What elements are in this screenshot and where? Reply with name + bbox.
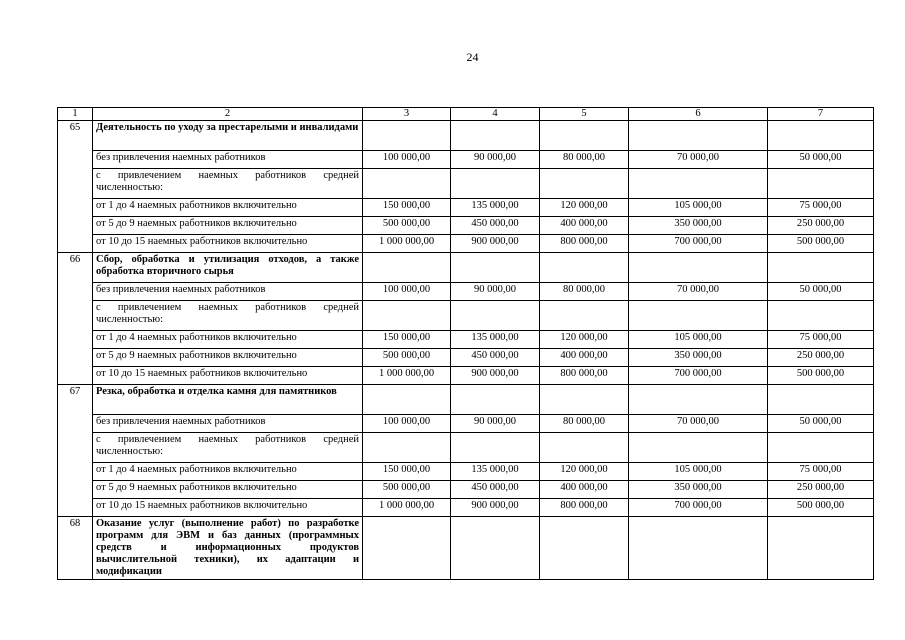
row-label: от 1 до 4 наемных работников включительно	[93, 463, 363, 481]
section-title-row	[58, 385, 874, 415]
empty-cell	[451, 121, 540, 151]
empty-cell	[540, 121, 629, 151]
value-cell: 105 000,00	[629, 199, 768, 217]
table-row	[58, 499, 874, 517]
table-row	[58, 463, 874, 481]
value-cell: 135 000,00	[451, 463, 540, 481]
value-cell: 150 000,00	[363, 463, 451, 481]
value-cell: 350 000,00	[629, 349, 768, 367]
value-cell: 150 000,00	[363, 331, 451, 349]
value-cell: 500 000,00	[768, 367, 874, 385]
row-label: от 5 до 9 наемных работников включительно	[93, 217, 363, 235]
value-cell	[363, 169, 451, 199]
table-row	[58, 199, 874, 217]
value-cell: 350 000,00	[629, 481, 768, 499]
value-cell: 1 000 000,00	[363, 499, 451, 517]
value-cell: 400 000,00	[540, 349, 629, 367]
value-cell	[363, 433, 451, 463]
empty-cell	[363, 121, 451, 151]
value-cell	[363, 301, 451, 331]
column-header-row	[58, 108, 874, 121]
value-cell: 120 000,00	[540, 199, 629, 217]
value-cell	[768, 301, 874, 331]
section-title: Резка, обработка и отделка камня для памятников	[93, 385, 363, 415]
section-title-row	[58, 121, 874, 151]
value-cell: 250 000,00	[768, 217, 874, 235]
column-header: 7	[768, 108, 874, 121]
row-label: от 10 до 15 наемных работников включительно	[93, 235, 363, 253]
empty-cell	[629, 517, 768, 580]
empty-cell	[363, 517, 451, 580]
value-cell: 135 000,00	[451, 331, 540, 349]
value-cell: 500 000,00	[363, 481, 451, 499]
column-header: 2	[93, 108, 363, 121]
row-label: без привлечения наемных работников	[93, 283, 363, 301]
value-cell: 700 000,00	[629, 235, 768, 253]
empty-cell	[540, 517, 629, 580]
value-cell	[540, 301, 629, 331]
row-label: без привлечения наемных работников	[93, 415, 363, 433]
value-cell: 800 000,00	[540, 235, 629, 253]
value-cell: 70 000,00	[629, 151, 768, 169]
value-cell	[629, 301, 768, 331]
empty-cell	[768, 517, 874, 580]
value-cell	[540, 169, 629, 199]
column-header: 6	[629, 108, 768, 121]
row-label: от 10 до 15 наемных работников включительно	[93, 499, 363, 517]
value-cell: 100 000,00	[363, 283, 451, 301]
value-cell: 500 000,00	[363, 217, 451, 235]
value-cell	[451, 169, 540, 199]
value-cell: 150 000,00	[363, 199, 451, 217]
value-cell: 900 000,00	[451, 499, 540, 517]
value-cell: 900 000,00	[451, 235, 540, 253]
column-header: 3	[363, 108, 451, 121]
value-cell: 50 000,00	[768, 415, 874, 433]
empty-cell	[363, 253, 451, 283]
value-cell: 450 000,00	[451, 217, 540, 235]
value-cell	[629, 169, 768, 199]
value-cell: 100 000,00	[363, 415, 451, 433]
value-cell: 75 000,00	[768, 463, 874, 481]
empty-cell	[540, 253, 629, 283]
section-number: 67	[58, 385, 93, 517]
table-row	[58, 217, 874, 235]
value-cell: 700 000,00	[629, 367, 768, 385]
value-cell: 800 000,00	[540, 499, 629, 517]
value-cell: 500 000,00	[768, 235, 874, 253]
empty-cell	[629, 253, 768, 283]
table-row	[58, 301, 874, 331]
value-cell: 90 000,00	[451, 415, 540, 433]
section-title: Деятельность по уходу за престарелыми и инвалидами	[93, 121, 363, 151]
table-row	[58, 433, 874, 463]
value-cell: 450 000,00	[451, 349, 540, 367]
empty-cell	[768, 121, 874, 151]
value-cell: 400 000,00	[540, 217, 629, 235]
table-row	[58, 481, 874, 499]
value-cell: 450 000,00	[451, 481, 540, 499]
empty-cell	[363, 385, 451, 415]
value-cell	[451, 301, 540, 331]
value-cell: 50 000,00	[768, 151, 874, 169]
value-cell: 80 000,00	[540, 415, 629, 433]
value-cell: 50 000,00	[768, 283, 874, 301]
value-cell: 75 000,00	[768, 199, 874, 217]
value-cell: 90 000,00	[451, 283, 540, 301]
row-label: от 5 до 9 наемных работников включительно	[93, 481, 363, 499]
table-row	[58, 151, 874, 169]
value-cell: 350 000,00	[629, 217, 768, 235]
value-cell: 70 000,00	[629, 283, 768, 301]
section-title-row	[58, 253, 874, 283]
value-cell: 120 000,00	[540, 463, 629, 481]
tariff-table	[57, 107, 874, 580]
value-cell: 75 000,00	[768, 331, 874, 349]
row-label: без привлечения наемных работников	[93, 151, 363, 169]
row-label: с привлечением наемных работников средней численностью:	[93, 433, 363, 463]
value-cell: 250 000,00	[768, 349, 874, 367]
value-cell: 105 000,00	[629, 331, 768, 349]
value-cell	[768, 433, 874, 463]
value-cell: 70 000,00	[629, 415, 768, 433]
section-title: Оказание услуг (выполнение работ) по разработке программ для ЭВМ и баз данных (программных средств и информационных продуктов вычислительной техники), их адаптации и модификации	[93, 517, 363, 580]
empty-cell	[629, 385, 768, 415]
empty-cell	[768, 385, 874, 415]
table-row	[58, 331, 874, 349]
value-cell: 250 000,00	[768, 481, 874, 499]
value-cell: 400 000,00	[540, 481, 629, 499]
row-label: от 1 до 4 наемных работников включительно	[93, 199, 363, 217]
value-cell: 800 000,00	[540, 367, 629, 385]
value-cell: 1 000 000,00	[363, 235, 451, 253]
empty-cell	[768, 253, 874, 283]
table-row	[58, 349, 874, 367]
table-row	[58, 235, 874, 253]
column-header: 4	[451, 108, 540, 121]
empty-cell	[540, 385, 629, 415]
section-number: 65	[58, 121, 93, 253]
value-cell: 135 000,00	[451, 199, 540, 217]
value-cell: 120 000,00	[540, 331, 629, 349]
table-row	[58, 169, 874, 199]
column-header: 1	[58, 108, 93, 121]
table-row	[58, 415, 874, 433]
value-cell: 100 000,00	[363, 151, 451, 169]
value-cell: 1 000 000,00	[363, 367, 451, 385]
table-row	[58, 283, 874, 301]
row-label: с привлечением наемных работников средней численностью:	[93, 301, 363, 331]
value-cell: 105 000,00	[629, 463, 768, 481]
section-number: 68	[58, 517, 93, 580]
section-title-row	[58, 517, 874, 580]
value-cell	[540, 433, 629, 463]
empty-cell	[451, 385, 540, 415]
value-cell	[629, 433, 768, 463]
section-title: Сбор, обработка и утилизация отходов, а также обработка вторичного сырья	[93, 253, 363, 283]
value-cell: 900 000,00	[451, 367, 540, 385]
page-number: 24	[466, 50, 479, 64]
empty-cell	[629, 121, 768, 151]
value-cell: 90 000,00	[451, 151, 540, 169]
value-cell: 80 000,00	[540, 283, 629, 301]
column-header: 5	[540, 108, 629, 121]
table-row	[58, 367, 874, 385]
section-number: 66	[58, 253, 93, 385]
value-cell: 500 000,00	[363, 349, 451, 367]
row-label: с привлечением наемных работников средней численностью:	[93, 169, 363, 199]
row-label: от 5 до 9 наемных работников включительно	[93, 349, 363, 367]
value-cell	[451, 433, 540, 463]
row-label: от 10 до 15 наемных работников включительно	[93, 367, 363, 385]
value-cell	[768, 169, 874, 199]
value-cell: 80 000,00	[540, 151, 629, 169]
table-body	[58, 108, 874, 580]
value-cell: 500 000,00	[768, 499, 874, 517]
row-label: от 1 до 4 наемных работников включительно	[93, 331, 363, 349]
value-cell: 700 000,00	[629, 499, 768, 517]
empty-cell	[451, 253, 540, 283]
empty-cell	[451, 517, 540, 580]
